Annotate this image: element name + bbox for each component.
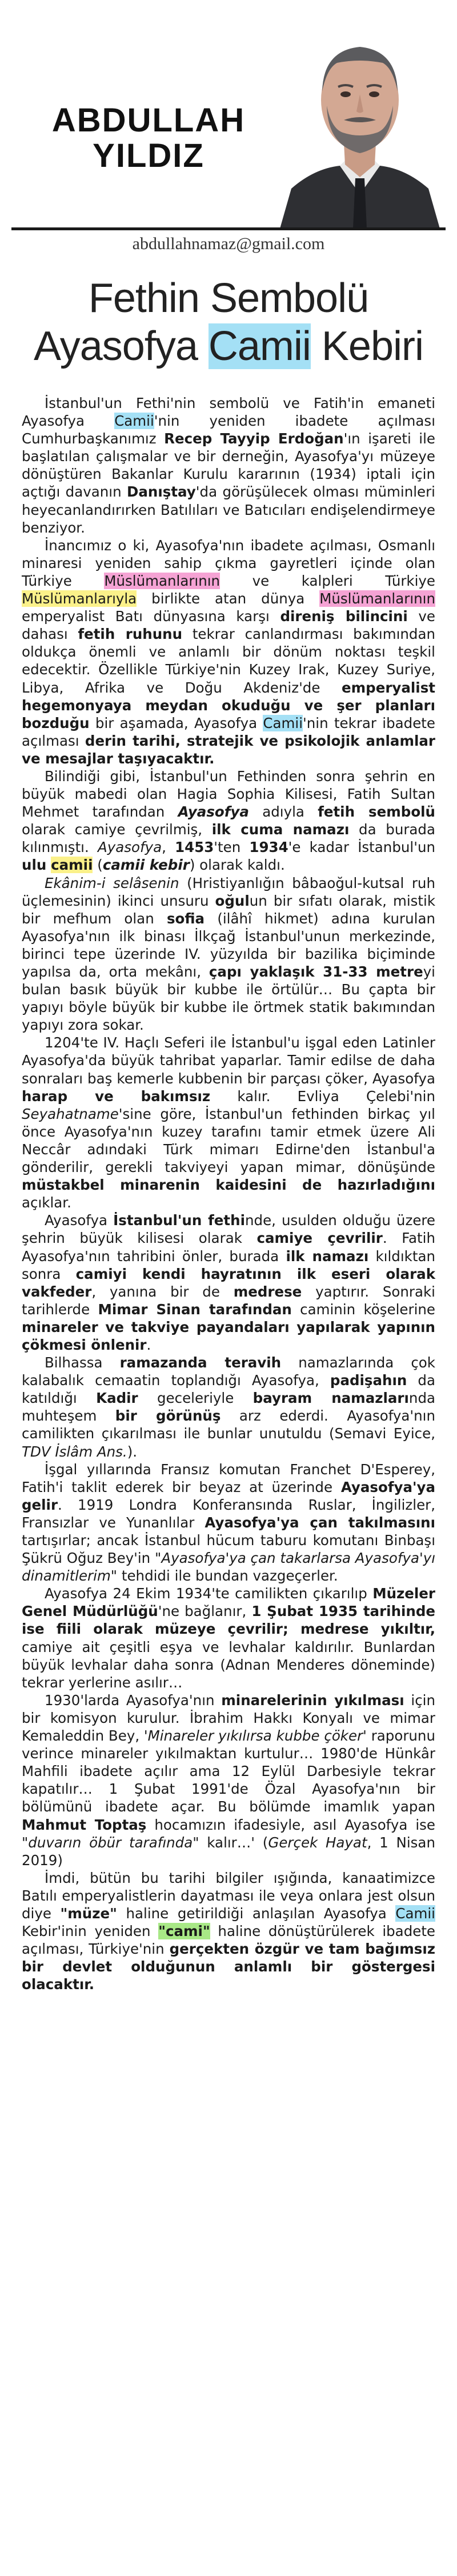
paragraph-5: 1204'te IV. Haçlı Seferi ile İstanbul'u işgal eden Latinler Ayasofya'da büyük tahribat yaparlar. Tamir edilse de daha sonraları baş kemerle kubbenin bir parçası çöker, Ayasofya harap ve bakımsız kalır. Evliya Çelebi'nin Seyahatname'sine göre, İstanbul'un fethinden birkaç yıl önce Ayasofya'nın kuzey tarafını tamir etmek üzere Ali Neccâr adındaki Türk mimarı Edirne'den İstanbul'a gönderilir, gerekli takviyeyi yapan mimar, dönüşünde müstakbel minarenin kaidesini de hazırladığını açıklar.	[22, 1034, 435, 1211]
paragraph-6: Ayasofya İstanbul'un fethinde, usulden olduğu üzere şehrin büyük kilisesi olarak camiye çevrilir. Fatih Ayasofya'nın tahribini önler, burada ilk namazı kıldıktan sonra camiyi kendi hayratının ilk eseri olarak vakfeder, yanına bir de medrese yaptırır. Sonraki tarihlerde Mimar Sinan tarafından caminin köşelerine minareler ve takviye payandaları yapılarak yapının çökmesi önlenir.	[22, 1212, 436, 1353]
column-header	[0, 0, 457, 251]
author-last-name: YILDIZ	[93, 137, 205, 174]
paragraph-10: 1930'larda Ayasofya'nın minarelerinin yıkılması için bir komisyon kurulur. İbrahim Hakkı Konyalı ve mimar Kemaleddin Bey, 'Minareler yıkılırsa kubbe çöker' raporunu verince minareler yıkılmaktan kurtulur… 1980'de Hünkâr Mahfili ibadete açılır ama 12 Eylül Darbesiyle tekrar kapatılır… 1 Şubat 1991'de Özal Ayasofya'nın bir bölümünü ibadete açar. Bu bölümde imamlık yapan Mahmut Toptaş hocamızın ifadesiyle, asıl Ayasofya ise "duvarın öbür tarafında" kalır…' (Gerçek Hayat, 1 Nisan 2019)	[22, 1691, 435, 1869]
header-rule	[11, 227, 446, 230]
paragraph-1: İstanbul'un Fethi'nin sembolü ve Fatih'in emaneti Ayasofya Camii'nin yeniden ibadete açılması Cumhurbaşkanımız Recep Tayyip Erdoğan'ın işareti ile başlatılan çalışmalar ve bir derneğin, Ayasofya'yı müzeye dönüştüren Bakanlar Kurulu kararının (1934) iptali için açtığı davanın Danıştay'da görüşülecek olması müminleri heyecanlandırırken Batılıları ve Batıcıları endişelendirmeye benziyor.	[22, 395, 436, 536]
author-photo	[268, 6, 451, 229]
author-first-name: ABDULLAH	[51, 102, 246, 139]
author-name	[23, 103, 274, 174]
paragraph-9: Ayasofya 24 Ekim 1934'te camilikten çıkarılıp Müzeler Genel Müdürlüğü'ne bağlanır, 1 Şubat 1935 tarihinde ise fiili olarak müzeye çevrilir; medrese yıkıltır, camiye ait çeşitli eşya ve levhalar kaldırılır. Bunlardan büyük levhalar daha sonra (Adnan Menderes döneminde) tekrar yerlerine asılır…	[22, 1585, 436, 1691]
paragraph-8: İşgal yıllarında Fransız komutan Franchet D'Esperey, Fatih'i taklit ederek bir beyaz at üzerinde Ayasofya'ya gelir. 1919 Londra Konferansında Ruslar, İngilizler, Fransızlar ve Yunanlılar Ayasofya'ya çan takılmasını tartışırlar; ancak İstanbul hücum taburu komutanı Binbaşı Şükrü Oğuz Bey'in "Ayasofya'ya çan takarlarsa Ayasofya'yı dinamitlerim" tehdidi ile bundan vazgeçerler.	[22, 1461, 436, 1585]
headline-line-2: Ayasofya Camii Kebiri	[34, 323, 423, 369]
paragraph-7: Bilhassa ramazanda teravih namazlarında çok kalabalık cemaatin toplandığı Ayasofya, padişahın da katıldığı Kadir geceleriyle bayram namazlarında muhteşem bir görünüş arz ederdi. Ayasofya'nın camilikten çıkarılması ile bunlar unutuldu (Semavi Eyice, TDV İslâm Ans.).	[22, 1354, 436, 1460]
paragraph-3: Bilindiği gibi, İstanbul'un Fethinden sonra şehrin en büyük mabedi olan Hagia Sophia Kilisesi, Fatih Sultan Mehmet tarafından Ayasofya adıyla fetih sembolü olarak camiye çevrilmiş, ilk cuma namazı da burada kılınmıştı. Ayasofya, 1453'ten 1934'e kadar İstanbul'un ulu camii (camii kebir) olarak kaldı.	[22, 767, 436, 874]
author-email: abdullahnamaz@gmail.com	[132, 234, 325, 253]
paragraph-4: Ekânim-i selâsenin (Hristiyanlığın bâbaoğul-kutsal ruh üçlemesinin) ikinci unsuru oğulun bir sıfatı olarak, mistik bir mefhum olan sofia (ilâhî hikmet) adına kurulan Ayasofya'nın ilk binası İlkçağ İstanbul'unun merkezinde, birinci tepe üzerinde IV. yüzyılda bir bazilika biçiminde yapılsa da, orta mekânı, çapı yaklaşık 31-33 metreyi bulan basık büyük bir kubbe ile örtülür… Bu çapta bir yapıyı böyle büyük bir kubbe ile örtmek statik bakımından yapıyı zora sokar.	[22, 874, 436, 1034]
article-body	[22, 394, 435, 1993]
headline-line-1: Fethin Sembolü	[88, 275, 369, 321]
paragraph-11: İmdi, bütün bu tarihi bilgiler ışığında, kanaatimizce Batılı emperyalistlerin dayatması ile veya onlara jest olsun diye "müze" haline getirildiği anlaşılan Ayasofya Camii Kebir'inin yeniden "cami" haline dönüştürülerek ibadete açılması, Türkiye'nin gerçekten özgür ve tam bağımsız bir devlet olduğunun anlamlı bir göstergesi olacaktır.	[22, 1869, 435, 1993]
headline-highlight: Camii	[208, 323, 311, 369]
paragraph-2: İnancımız o ki, Ayasofya'nın ibadete açılması, Osmanlı minaresi yeniden sahip çıkma gayretleri içinde olan Türkiye Müslümanlarının ve kalpleri Türkiye Müslümanlarıyla birlikte atan dünya Müslümanlarının emperyalist Batı dünyasına karşı direniş bilincini ve dahası fetih ruhunu tekrar canlandırması bakımından oldukça önemli ve anlamlı bir dönüm noktası teşkil edecektir. Özellikle Türkiye'nin Kuzey Irak, Kuzey Suriye, Libya, Afrika ve Doğu Akdeniz'de emperyalist hegemonyaya meydan okuduğu ve şer planları bozduğu bir aşamada, Ayasofya Camii'nin tekrar ibadete açılması derin tarihi, stratejik ve psikolojik anlamlar ve mesajlar taşıyacaktır.	[22, 537, 436, 767]
article-headline	[11, 274, 446, 370]
